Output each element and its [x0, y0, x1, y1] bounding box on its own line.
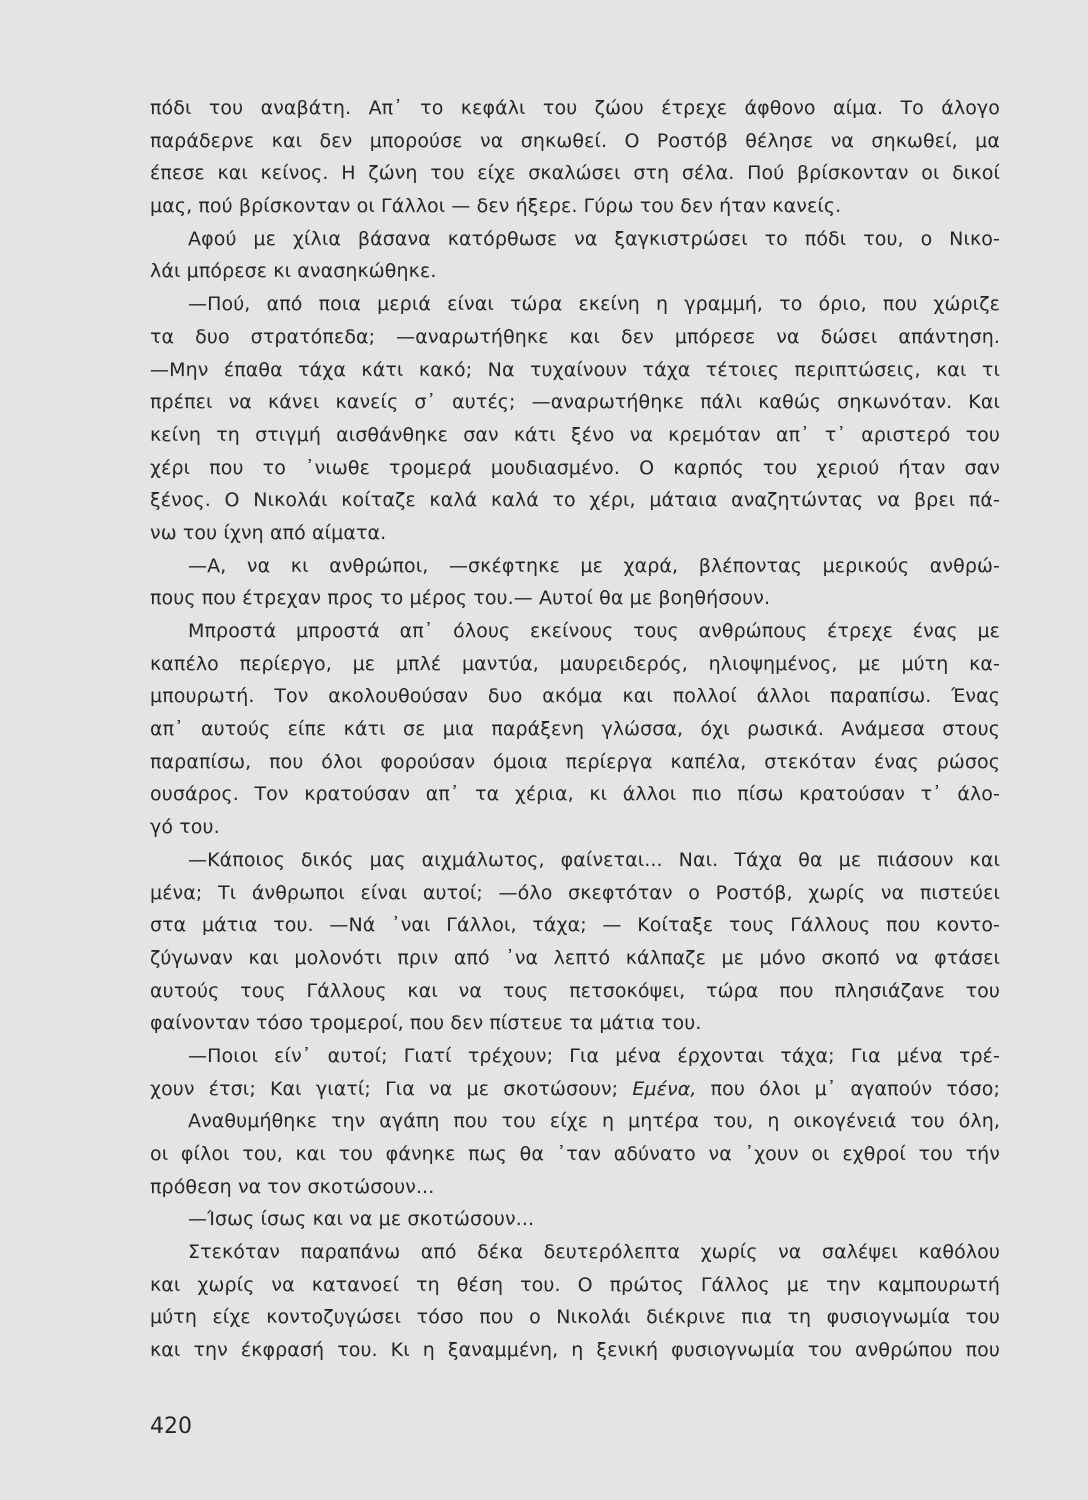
text-line: —Α, να κι ανθρώποι, —σκέφτηκε με χαρά, βλέποντας μερικούς ανθρώ- — [188, 554, 1000, 577]
text-line: νω του ίχνη από αίματα. — [150, 521, 387, 544]
text-line: μας, πού βρίσκονταν οι Γάλλοι — δεν ήξερε. Γύρω του δεν ήταν κανείς. — [150, 195, 842, 218]
text-line: πους που έτρεχαν προς το μέρος του.— Αυτοί θα με βοηθήσουν. — [150, 587, 771, 610]
text-line: παράδερνε και δεν μπορούσε να σηκωθεί. Ο Ροστόβ θέλησε να σηκωθεί, μα — [150, 129, 1000, 152]
page-number: 420 — [150, 1414, 192, 1439]
text-line: μένα; Τι άνθρωποι είναι αυτοί; —όλο σκεφτόταν ο Ροστόβ, χωρίς να πιστεύει — [150, 881, 1000, 904]
text-line — [150, 1073, 1000, 1106]
text-line: —Πού, από ποια μεριά είναι τώρα εκείνη η γραμμή, το όριο, που χώριζε — [188, 293, 1000, 316]
text-line: Στεκόταν παραπάνω από δέκα δευτερόλεπτα χωρίς να σαλέψει καθόλου — [188, 1241, 1000, 1264]
text-line: και χωρίς να κατανοεί τη θέση του. Ο πρώτος Γάλλος με την καμπουρωτή — [150, 1273, 1000, 1296]
italic-emphasis: Εμένα, — [632, 1077, 697, 1100]
text-line: ζύγωναν και μολονότι πριν από ᾽να λεπτό κάλπαζε με μόνο σκοπό να φτάσει — [150, 946, 1000, 969]
text-line: μπουρωτή. Τον ακολουθούσαν δυο ακόμα και πολλοί άλλοι παραπίσω. Ένας — [150, 685, 1000, 708]
text-segment: που όλοι μ᾽ αγαπούν τόσο; — [696, 1077, 1000, 1100]
text-line: κείνη τη στιγμή αισθάνθηκε σαν κάτι ξένο να κρεμόταν απ᾽ τ᾽ αριστερό του — [150, 423, 1000, 446]
text-line: φαίνονταν τόσο τρομεροί, που δεν πίστευε τα μάτια του. — [150, 1012, 702, 1035]
text-line: καπέλο περίεργο, με μπλέ μαντύα, μαυρειδερός, ηλιοψημένος, με μύτη κα- — [150, 652, 1000, 675]
text-line: Μπροστά μπροστά απ᾽ όλους εκείνους τους ανθρώπους έτρεχε ένας με — [188, 620, 1000, 642]
text-line: οι φίλοι του, και του φάνηκε πως θα ᾽ταν αδύνατο να ᾽χουν οι εχθροί του τήν — [150, 1143, 1000, 1165]
text-segment: χουν έτσι; Και γιατί; Για να με σκοτώσουν; — [150, 1077, 633, 1100]
text-line: —Ίσως ίσως και να με σκοτώσουν... — [188, 1208, 535, 1231]
text-line: Αναθυμήθηκε την αγάπη που του είχε η μητέρα του, η οικογένειά του όλη, — [188, 1110, 1000, 1133]
text-line: —Μην έπαθα τάχα κάτι κακό; Να τυχαίνουν τάχα τέτοιες περιπτώσεις, και τι — [150, 358, 1000, 381]
body-text — [150, 92, 1000, 1367]
text-line: απ᾽ αυτούς είπε κάτι σε μια παράξενη γλώσσα, όχι ρωσικά. Ανάμεσα στους — [150, 718, 1000, 741]
text-line: γό του. — [150, 816, 220, 839]
text-line: στα μάτια του. —Νά ᾽ναι Γάλλοι, τάχα; — Κοίταξε τους Γάλλους που κοντο- — [150, 914, 1000, 937]
text-line: αυτούς τους Γάλλους και να τους πετσοκόψει, τώρα που πλησιάζανε του — [150, 979, 1000, 1002]
text-line: ξένος. Ο Νικολάι κοίταζε καλά καλά το χέρι, μάταια αναζητώντας να βρει πά- — [150, 489, 1000, 512]
text-line: παραπίσω, που όλοι φορούσαν όμοια περίεργα καπέλα, στεκόταν ένας ρώσος — [150, 750, 1000, 773]
text-line: πρέπει να κάνει κανείς σ᾽ αυτές; —αναρωτήθηκε πάλι καθώς σηκωνόταν. Και — [150, 391, 1000, 414]
text-line: Αφού με χίλια βάσανα κατόρθωσε να ξαγκιστρώσει το πόδι του, ο Νικο- — [188, 227, 1000, 250]
text-line: και την έκφρασή του. Κι η ξαναμμένη, η ξενική φυσιογνωμία του ανθρώπου που — [150, 1339, 1000, 1362]
text-line: χέρι που το ᾽νιωθε τρομερά μουδιασμένο. Ο καρπός του χεριού ήταν σαν — [150, 456, 1000, 479]
text-line: τα δυο στρατόπεδα; —αναρωτήθηκε και δεν μπόρεσε να δώσει απάντηση. — [150, 325, 1000, 348]
text-line: πόδι του αναβάτη. Απ᾽ το κεφάλι του ζώου έτρεχε άφθονο αίμα. Το άλογο — [150, 97, 1000, 119]
text-line: —Κάποιος δικός μας αιχμάλωτος, φαίνεται... Ναι. Τάχα θα με πιάσουν και — [188, 848, 1000, 871]
text-line: μύτη είχε κοντοζυγώσει τόσο που ο Νικολάι διέκρινε πια τη φυσιογνωμία του — [150, 1306, 1000, 1329]
text-line: λάι μπόρεσε κι ανασηκώθηκε. — [150, 260, 437, 283]
text-line: —Ποιοι είν᾽ αυτοί; Γιατί τρέχουν; Για μένα έρχονται τάχα; Για μένα τρέ- — [188, 1044, 1000, 1067]
text-line: ουσάρος. Τον κρατούσαν απ᾽ τα χέρια, κι άλλοι πιο πίσω κρατούσαν τ᾽ άλο- — [150, 783, 1000, 806]
text-line: πρόθεση να τον σκοτώσουν... — [150, 1175, 435, 1198]
text-line: έπεσε και κείνος. Η ζώνη του είχε σκαλώσει στη σέλα. Πού βρίσκονταν οι δικοί — [150, 162, 1000, 185]
